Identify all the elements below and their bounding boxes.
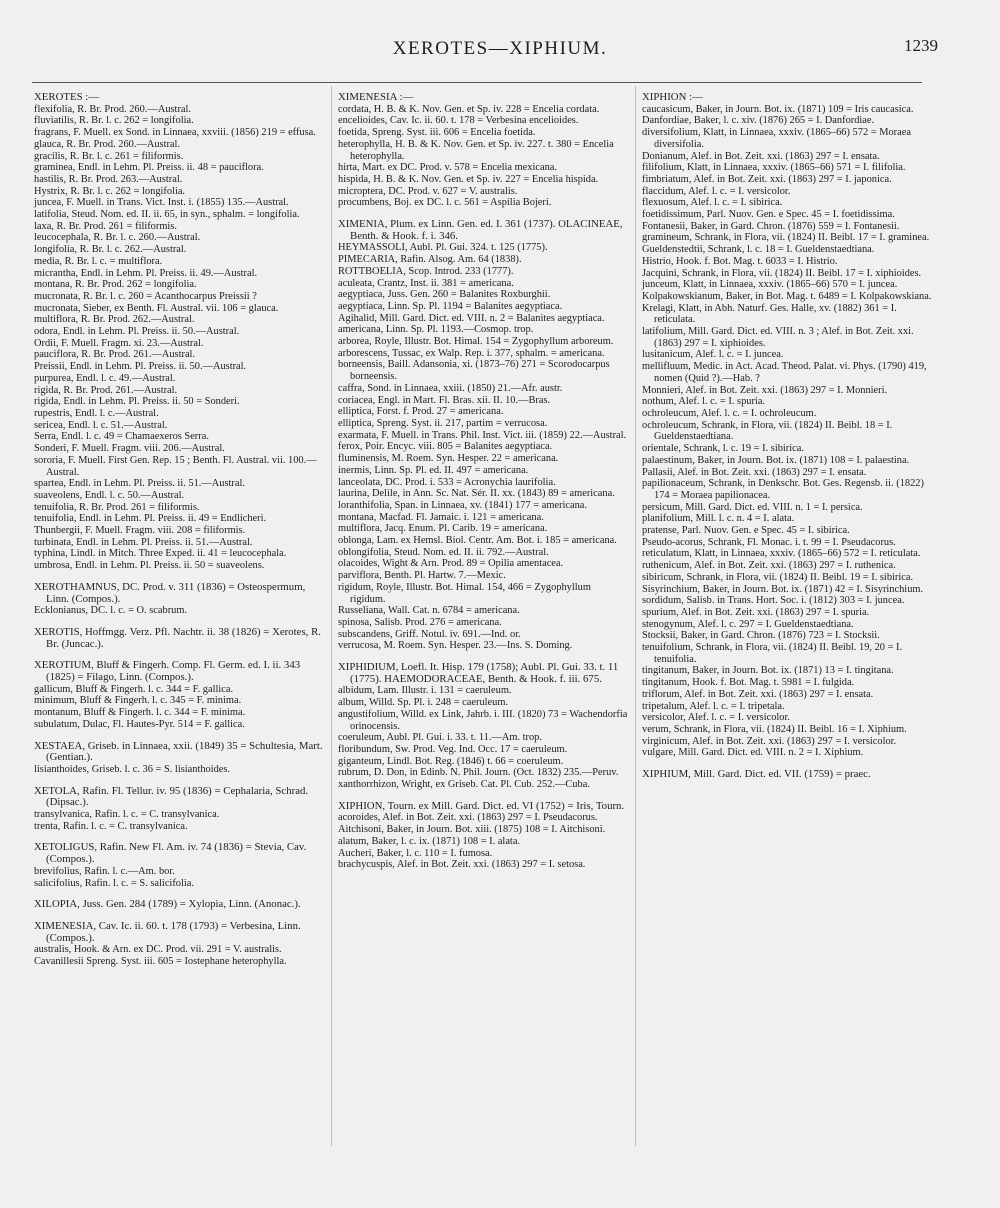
species-entry: gramineum, Schrank, in Flora, vii. (1824) II. Beibl. 17 = I. graminea. — [642, 232, 930, 244]
species-entry: floribundum, Sw. Prod. Veg. Ind. Occ. 17 = caeruleum. — [338, 743, 568, 755]
species-entry: coeruleum, Aubl. Pl. Gui. i. 33. t. 11.—Am. trop. — [338, 732, 542, 744]
species-entry: acoroides, Alef. in Bot. Zeit. xxi. (1863) 297 = I. Pseudacorus. — [338, 812, 598, 824]
species-entry: juncea, F. Muell. in Trans. Vict. Inst. i. (1855) 135.—Austral. — [34, 197, 289, 209]
species-entry: Gueldenstedtii, Schrank, l. c. 18 = I. Gueldenstaedtiana. — [642, 244, 875, 256]
species-entry: foetidissimum, Parl. Nuov. Gen. e Spec. 45 = I. foetidissima. — [642, 209, 895, 221]
column-divider — [331, 86, 332, 1146]
species-entry: glauca, R. Br. Prod. 260.—Austral. — [34, 138, 181, 150]
species-entry: spartea, Endl. in Lehm. Pl. Preiss. ii. 51.—Austral. — [34, 478, 245, 490]
species-entry: hispida, H. B. & K. Nov. Gen. et Sp. iv. 227 = Encelia hispida. — [338, 173, 599, 185]
species-entry: Danfordiae, Baker, l. c. xiv. (1876) 265 = I. Danfordiae. — [642, 115, 875, 127]
species-entry: Hystrix, R. Br. l. c. 262 = longifolia. — [34, 185, 186, 197]
species-entry: microptera, DC. Prod. v. 627 = V. australis. — [338, 185, 518, 197]
species-entry: Agihalid, Mill. Gard. Dict. ed. VIII. n. 2 = Balanites aegyptiaca. — [338, 312, 605, 324]
left-column — [34, 92, 324, 968]
genus-entry: XIMENESIA :— — [338, 91, 414, 103]
species-entry: typhina, Lindl. in Mitch. Three Exped. ii. 41 = leucocephala. — [34, 548, 287, 560]
species-entry: rupestris, Endl. l. c.—Austral. — [34, 407, 159, 419]
species-entry: montana, R. Br. Prod. 262 = longifolia. — [34, 279, 197, 291]
species-entry: virginicum, Alef. in Bot. Zeit. xxi. (1863) 297 = I. versicolor. — [642, 735, 897, 747]
page-number: 1239 — [904, 36, 938, 55]
species-entry: latifolium, Mill. Gard. Dict. ed. VIII. n. 3 ; Alef. in Bot. Zeit. xxi. (1863) 297 = I. xiphioides. — [642, 326, 917, 349]
species-entry: pratense, Parl. Nuov. Gen. e Spec. 45 = I. sibirica. — [642, 525, 850, 537]
species-entry: filifolium, Klatt, in Linnaea, xxxiv. (1865–66) 571 = I. filifolia. — [642, 162, 906, 174]
species-entry: elliptica, Forst. f. Prod. 27 = americana. — [338, 406, 504, 418]
species-entry: olacoides, Wight & Arn. Prod. 89 = Opilia amentacea. — [338, 558, 564, 570]
species-entry: vulgare, Mill. Gard. Dict. ed. VIII. n. 2 = I. Xiphium. — [642, 747, 864, 759]
species-entry: Aucheri, Baker, l. c. 110 = I. fumosa. — [338, 847, 493, 859]
species-entry: diversifolium, Klatt, in Linnaea, xxxiv. (1865–66) 572 = Moraea diversifolia. — [642, 127, 914, 150]
species-entry: fluminensis, M. Roem. Syn. Hesper. 22 = americana. — [338, 453, 559, 465]
species-entry: hirta, Mart. ex DC. Prod. v. 578 = Encelia mexicana. — [338, 162, 557, 174]
species-entry: reticulatum, Klatt, in Linnaea, xxxiv. (1865–66) 572 = I. reticulata. — [642, 548, 921, 560]
species-entry: sibiricum, Schrank, in Flora, vii. (1824) II. Beibl. 19 = I. sibirica. — [642, 571, 914, 583]
species-entry: album, Willd. Sp. Pl. i. 248 = caeruleum. — [338, 697, 509, 709]
species-entry: transylvanica, Rafin. l. c. = C. transylvanica. — [34, 809, 220, 821]
species-entry: caucasicum, Baker, in Journ. Bot. ix. (1871) 109 = Iris caucasica. — [642, 103, 914, 115]
species-entry: elliptica, Spreng. Syst. ii. 217, partim = verrucosa. — [338, 417, 548, 429]
species-entry: oblongifolia, Steud. Nom. ed. II. ii. 792.—Austral. — [338, 546, 549, 558]
species-entry: mellifluum, Medic. in Act. Acad. Theod. Palat. vi. Phys. (1790) 419, nomen (Quid ?).—Hab. ? — [642, 361, 930, 384]
species-entry: minimum, Bluff & Fingerh. l. c. 345 = F. minima. — [34, 695, 242, 707]
species-entry: laxa, R. Br. Prod. 261 = filiformis. — [34, 220, 177, 232]
genus-entry: XIMENESIA, Cav. Ic. ii. 60. t. 178 (1793) = Verbesina, Linn. (Compos.). — [34, 920, 304, 944]
species-entry: Pseudo-acorus, Schrank, Fl. Monac. i. t. 99 = I. Pseudacorus. — [642, 536, 896, 548]
species-entry: Monnieri, Alef. in Bot. Zeit. xxi. (1863) 297 = I. Monnieri. — [642, 384, 888, 396]
species-entry: Preissii, Endl. in Lehm. Pl. Preiss. ii. 50.—Austral. — [34, 361, 247, 373]
species-entry: aegyptiaca, Linn. Sp. Pl. 1194 = Balanites aegyptiaca. — [338, 300, 563, 312]
species-entry: leucocephala, R. Br. l. c. 260.—Austral. — [34, 232, 201, 244]
species-entry: encelioides, Cav. Ic. ii. 60. t. 178 = Verbesina encelioides. — [338, 115, 579, 127]
species-entry: montana, Macfad. Fl. Jamaic. i. 121 = americana. — [338, 511, 544, 523]
species-entry: inermis, Linn. Sp. Pl. ed. II. 497 = americana. — [338, 464, 529, 476]
species-entry: longifolia, R. Br. l. c. 262.—Austral. — [34, 244, 187, 256]
species-entry: fimbriatum, Alef. in Bot. Zeit. xxi. (1863) 297 = I. japonica. — [642, 173, 892, 185]
species-entry: xanthorrhizon, Wright, ex Griseb. Cat. Pl. Cub. 252.—Cuba. — [338, 779, 590, 791]
middle-column — [338, 92, 628, 871]
species-entry: procumbens, Boj. ex DC. l. c. 561 = Aspilia Bojeri. — [338, 197, 552, 209]
species-entry: flaccidum, Alef. l. c. = I. versicolor. — [642, 185, 791, 197]
species-entry: aculeata, Crantz, Inst. ii. 381 = americana. — [338, 277, 514, 289]
genus-entry: XETOLIGUS, Rafin. New Fl. Am. iv. 74 (1836) = Stevia, Cav. (Compos.). — [34, 841, 309, 866]
species-entry: Sonderi, F. Muell. Fragm. viii. 206.—Austral. — [34, 443, 225, 455]
species-entry: sordidum, Salisb. in Trans. Hort. Soc. i. (1812) 303 = I. juncea. — [642, 595, 905, 607]
species-entry: arborea, Royle, Illustr. Bot. Himal. 154 = Zygophyllum arboreum. — [338, 336, 614, 348]
species-entry: Sisyrinchium, Baker, in Journ. Bot. ix. (1871) 42 = I. Sisyrinchium. — [642, 583, 924, 595]
species-entry: latifolia, Steud. Nom. ed. II. ii. 65, in syn., sphalm. = longifolia. — [34, 209, 300, 221]
species-entry: tenuifolia, Endl. in Lehm. Pl. Preiss. ii. 49 = Endlicheri. — [34, 513, 267, 525]
page-header-title: XEROTES—XIPHIUM. — [392, 38, 608, 59]
species-entry: rigida, R. Br. Prod. 261.—Austral. — [34, 384, 178, 396]
species-entry: verum, Schrank, in Flora, vii. (1824) II. Beibl. 16 = I. Xiphium. — [642, 723, 907, 735]
species-entry: tingitanum, Baker, in Journ. Bot. ix. (1871) 13 = I. tingitana. — [642, 665, 894, 677]
species-entry: multiflora, Jacq. Enum. Pl. Carib. 19 = americana. — [338, 523, 548, 535]
species-entry: tingitanum, Hook. f. Bot. Mag. t. 5981 = I. fulgida. — [642, 677, 855, 689]
header-rule — [32, 82, 922, 83]
genus-entry: XIPHION :— — [642, 91, 703, 103]
species-entry: suaveolens, Endl. l. c. 50.—Austral. — [34, 489, 185, 501]
species-entry: brachycuspis, Alef. in Bot. Zeit. xxi. (1863) 297 = I. setosa. — [338, 859, 586, 871]
species-entry: Ecklonianus, DC. l. c. = O. scabrum. — [34, 605, 188, 617]
species-entry: micrantha, Endl. in Lehm. Pl. Preiss. ii. 49.—Austral. — [34, 267, 258, 279]
species-entry: laurina, Delile, in Ann. Sc. Nat. Sér. II. xx. (1843) 89 = americana. — [338, 488, 615, 500]
species-entry: aegyptiaca, Juss. Gen. 260 = Balanites Roxburghii. — [338, 289, 551, 301]
species-entry: turbinata, Endl. in Lehm. Pl. Preiss. ii. 51.—Austral. — [34, 536, 253, 548]
species-entry: americana, Linn. Sp. Pl. 1193.—Cosmop. trop. — [338, 324, 534, 336]
species-entry: Cavanillesii Spreng. Syst. iii. 605 = Iostephane heterophylla. — [34, 956, 287, 968]
genus-entry: XEROTIS, Hoffmgg. Verz. Pfl. Nachtr. ii. 38 (1826) = Xerotes, R. Br. (Juncac.). — [34, 625, 324, 650]
genus-entry: XETOLA, Rafin. Fl. Tellur. iv. 95 (1836) = Cephalaria, Schrad. (Dipsac.). — [34, 784, 311, 809]
genus-entry: XIPHION, Tourn. ex Mill. Gard. Dict. ed. VI (1752) = Iris, Tourn. — [338, 799, 625, 812]
species-entry: HEYMASSOLI, Aubl. Pl. Gui. 324. t. 125 (1775). — [338, 242, 548, 254]
species-entry: multiflora, R. Br. Prod. 262.—Austral. — [34, 314, 195, 326]
species-entry: lisianthoides, Griseb. l. c. 36 = S. lisianthoides. — [34, 763, 231, 775]
species-entry: borneensis, Baill. Adansonia, xi. (1873–76) 271 = Scorodocarpus borneensis. — [338, 359, 613, 383]
species-entry: verrucosa, M. Roem. Syn. Hesper. 23.—Ins. S. Doming. — [338, 640, 573, 652]
species-entry: gracilis, R. Br. l. c. 261 = filiformis. — [34, 150, 184, 162]
genus-entry: XIMENIA, Plum. ex Linn. Gen. ed. I. 361 (1737). OLACINEAE, Benth. & Hook. f. i. 346. — [338, 218, 626, 242]
column-divider — [635, 86, 636, 1146]
species-entry: hastilis, R. Br. Prod. 263.—Austral. — [34, 173, 183, 185]
species-entry: salicifolius, Rafin. l. c. = S. salicifolia. — [34, 877, 194, 889]
species-entry: Jacquini, Schrank, in Flora, vii. (1824) II. Beibl. 17 = I. xiphioides. — [642, 267, 922, 279]
genus-entry: XEROTES :— — [34, 91, 100, 103]
species-entry: sororia, F. Muell. First Gen. Rep. 15 ; Benth. Fl. Austral. vii. 100.—Austral. — [34, 454, 317, 478]
species-entry: gallicum, Bluff & Fingerh. l. c. 344 = F. gallica. — [34, 683, 234, 695]
species-entry: triflorum, Alef. in Bot. Zeit. xxi. (1863) 297 = I. ensata. — [642, 688, 874, 700]
species-entry: palaestinum, Baker, in Journ. Bot. ix. (1871) 108 = I. palaestina. — [642, 454, 910, 466]
species-entry: Fontanesii, Baker, in Gard. Chron. (1876) 559 = I. Fontanesii. — [642, 220, 900, 232]
species-entry: heterophylla, H. B. & K. Nov. Gen. et Sp. iv. 227. t. 380 = Encelia heterophylla. — [338, 138, 617, 162]
species-entry: caffra, Sond. in Linnaea, xxiii. (1850) 21.—Afr. austr. — [338, 382, 563, 394]
species-entry: Stocksii, Baker, in Gard. Chron. (1876) 723 = I. Stocksii. — [642, 630, 880, 642]
species-entry: cordata, H. B. & K. Nov. Gen. et Sp. iv. 228 = Encelia cordata. — [338, 103, 600, 115]
species-entry: flexifolia, R. Br. Prod. 260.—Austral. — [34, 103, 192, 115]
species-entry: australis, Hook. & Arn. ex DC. Prod. vii. 291 = V. australis. — [34, 944, 282, 956]
species-entry: junceum, Klatt, in Linnaea, xxxiv. (1865–66) 570 = I. juncea. — [642, 279, 898, 291]
species-entry: Kolpakowskianum, Baker, in Bot. Mag. t. 6489 = I. Kolpakowskiana. — [642, 290, 932, 302]
species-entry: stenogynum, Alef. l. c. 297 = I. Gueldenstaedtiana. — [642, 618, 854, 630]
species-entry: alatum, Baker, l. c. ix. (1871) 108 = I. alata. — [338, 835, 521, 847]
species-entry: purpurea, Endl. l. c. 49.—Austral. — [34, 372, 176, 384]
species-entry: PIMECARIA, Rafin. Alsog. Am. 64 (1838). — [338, 254, 522, 266]
species-entry: media, R. Br. l. c. = multiflora. — [34, 255, 163, 267]
species-entry: nothum, Alef. l. c. = I. spuria. — [642, 396, 766, 408]
species-entry: tenuifolia, R. Br. Prod. 261 = filiformis. — [34, 501, 200, 513]
species-entry: Russeliana, Wall. Cat. n. 6784 = americana. — [338, 605, 520, 617]
species-entry: Ordii, F. Muell. Fragm. xi. 23.—Austral. — [34, 337, 204, 349]
species-entry: rubrum, D. Don, in Edinb. N. Phil. Journ. (Oct. 1832) 235.—Peruv. — [338, 767, 619, 779]
species-entry: ruthenicum, Alef. in Bot. Zeit. xxi. (1863) 297 = I. ruthenica. — [642, 560, 896, 572]
species-entry: tripetalum, Alef. l. c. = I. tripetala. — [642, 700, 785, 712]
genus-entry: XESTAEA, Griseb. in Linnaea, xxii. (1849) 35 = Schultesia, Mart. (Gentian.). — [34, 739, 326, 764]
species-entry: ferox, Poir. Encyc. viii. 805 = Balanites aegyptiaca. — [338, 441, 553, 453]
species-entry: sericea, Endl. l. c. 51.—Austral. — [34, 419, 168, 431]
species-entry: pauciflora, R. Br. Prod. 261.—Austral. — [34, 349, 196, 361]
species-entry: ROTTBOELIA, Scop. Introd. 233 (1777). — [338, 265, 514, 277]
species-entry: giganteum, Lindl. Bot. Reg. (1846) t. 66 = coeruleum. — [338, 755, 564, 767]
species-entry: angustifolium, Willd. ex Link, Jahrb. i. III. (1820) 73 = Wachendorfia orinocensis. — [338, 708, 630, 732]
species-entry: montanum, Bluff & Fingerh. l. c. 344 = F. minima. — [34, 707, 246, 719]
species-entry: subulatum, Dulac, Fl. Hautes-Pyr. 514 = F. gallica. — [34, 718, 245, 730]
species-entry: spurium, Alef. in Bot. Zeit. xxi. (1863) 297 = I. spuria. — [642, 606, 870, 618]
species-entry: spinosa, Salisb. Prod. 276 = americana. — [338, 616, 502, 628]
species-entry: papilionaceum, Schrank, in Denkschr. Bot. Ges. Regensb. ii. (1822) 174 = Moraea papilionacea. — [642, 478, 927, 501]
species-entry: mucronata, Sieber, ex Benth. Fl. Austral. vii. 106 = glauca. — [34, 302, 279, 314]
species-entry: persicum, Mill. Gard. Dict. ed. VIII. n. 1 = I. persica. — [642, 501, 863, 513]
species-entry: planifolium, Mill. l. c. n. 4 = I. alata. — [642, 513, 795, 525]
species-entry: albidum, Lam. Illustr. i. 131 = caeruleum. — [338, 685, 512, 697]
species-entry: graminea, Endl. in Lehm. Pl. Preiss. ii. 48 = pauciflora. — [34, 162, 264, 174]
species-entry: Krelagi, Klatt, in Abh. Naturf. Ges. Halle, xv. (1882) 361 = I. reticulata. — [642, 302, 900, 326]
species-entry: foetida, Spreng. Syst. iii. 606 = Encelia foetida. — [338, 127, 536, 139]
species-entry: Pallasii, Alef. in Bot. Zeit. xxi. (1863) 297 = I. ensata. — [642, 466, 867, 478]
species-entry: Aitchisoni, Baker, in Journ. Bot. xiii. (1875) 108 = I. Aitchisoni. — [338, 824, 606, 836]
species-entry: tenuifolium, Schrank, in Flora, vii. (1824) II. Beibl. 19, 20 = I. tenuifolia. — [642, 642, 905, 665]
species-entry: fluviatilis, R. Br. l. c. 262 = longifolia. — [34, 115, 194, 127]
species-entry: Donianum, Alef. in Bot. Zeit. xxi. (1863) 297 = I. ensata. — [642, 150, 880, 162]
species-entry: lusitanicum, Alef. l. c. = I. juncea. — [642, 349, 784, 361]
right-column — [642, 92, 932, 781]
species-entry: fragrans, F. Muell. ex Sond. in Linnaea, xxviii. (1856) 219 = effusa. — [34, 127, 316, 139]
species-entry: brevifolius, Rafin. l. c.—Am. bor. — [34, 865, 175, 877]
species-entry: rigida, Endl. in Lehm. Pl. Preiss. ii. 50 = Sonderi. — [34, 396, 240, 408]
species-entry: Histrio, Hook. f. Bot. Mag. t. 6033 = I. Histrio. — [642, 255, 838, 267]
genus-entry: XILOPIA, Juss. Gen. 284 (1789) = Xylopia, Linn. (Anonac.). — [34, 898, 301, 911]
species-entry: trenta, Rafin. l. c. = C. transylvanica. — [34, 820, 188, 832]
species-entry: lanceolata, DC. Prod. i. 533 = Acronychia laurifolia. — [338, 476, 556, 488]
species-entry: umbrosa, Endl. in Lehm. Pl. Preiss. ii. 50 = suaveolens. — [34, 560, 265, 572]
species-entry: mucronata, R. Br. l. c. 260 = Acanthocarpus Preissii ? — [34, 290, 257, 302]
species-entry: parviflora, Benth. Pl. Hartw. 7.—Mexic. — [338, 570, 506, 582]
species-entry: ochroleucum, Alef. l. c. = I. ochroleucum. — [642, 407, 817, 419]
species-entry: oblonga, Lam. ex Hemsl. Biol. Centr. Am. Bot. i. 185 = americana. — [338, 535, 617, 547]
species-entry: subscandens, Griff. Notul. iv. 691.—Ind. or. — [338, 628, 521, 640]
genus-entry: XIPHIUM, Mill. Gard. Dict. ed. VII. (1759) = praec. — [642, 768, 871, 781]
species-entry: coriacea, Engl. in Mart. Fl. Bras. xii. II. 10.—Bras. — [338, 394, 551, 406]
species-entry: flexuosum, Alef. l. c. = I. sibirica. — [642, 197, 783, 209]
species-entry: exarmata, F. Muell. in Trans. Phil. Inst. Vict. iii. (1859) 22.—Austral. — [338, 429, 627, 441]
species-entry: odora, Endl. in Lehm. Pl. Preiss. ii. 50.—Austral. — [34, 326, 240, 338]
species-entry: versicolor, Alef. l. c. = I. versicolor. — [642, 712, 790, 724]
species-entry: rigidum, Royle, Illustr. Bot. Himal. 154, 466 = Zygophyllum rigidum. — [338, 581, 594, 605]
species-entry: loranthifolia, Span. in Linnaea, xv. (1841) 177 = americana. — [338, 499, 587, 511]
species-entry: arborescens, Tussac, ex Walp. Rep. i. 377, sphalm. = americana. — [338, 347, 605, 359]
species-entry: ochroleucum, Schrank, in Flora, vii. (1824) II. Beibl. 18 = I. Gueldenstaedtiana. — [642, 419, 895, 443]
species-entry: Serra, Endl. l. c. 49 = Chamaexeros Serra. — [34, 431, 209, 443]
species-entry: Thunbergii, F. Muell. Fragm. viii. 208 = filiformis. — [34, 525, 246, 537]
genus-entry: XEROTHAMNUS, DC. Prod. v. 311 (1836) = Osteospermum, Linn. (Compos.). — [34, 580, 309, 605]
genus-entry: XEROTIUM, Bluff & Fingerh. Comp. Fl. Germ. ed. I. ii. 343 (1825) = Filago, Linn. (Compos.). — [34, 659, 303, 684]
species-entry: orientale, Schrank, l. c. 19 = I. sibirica. — [642, 443, 804, 455]
genus-entry: XIPHIDIUM, Loefl. It. Hisp. 179 (1758); Aubl. Pl. Gui. 33. t. 11 (1775). HAEMODORACEAE, Benth. & Hook. f. iii. 675. — [338, 661, 622, 685]
